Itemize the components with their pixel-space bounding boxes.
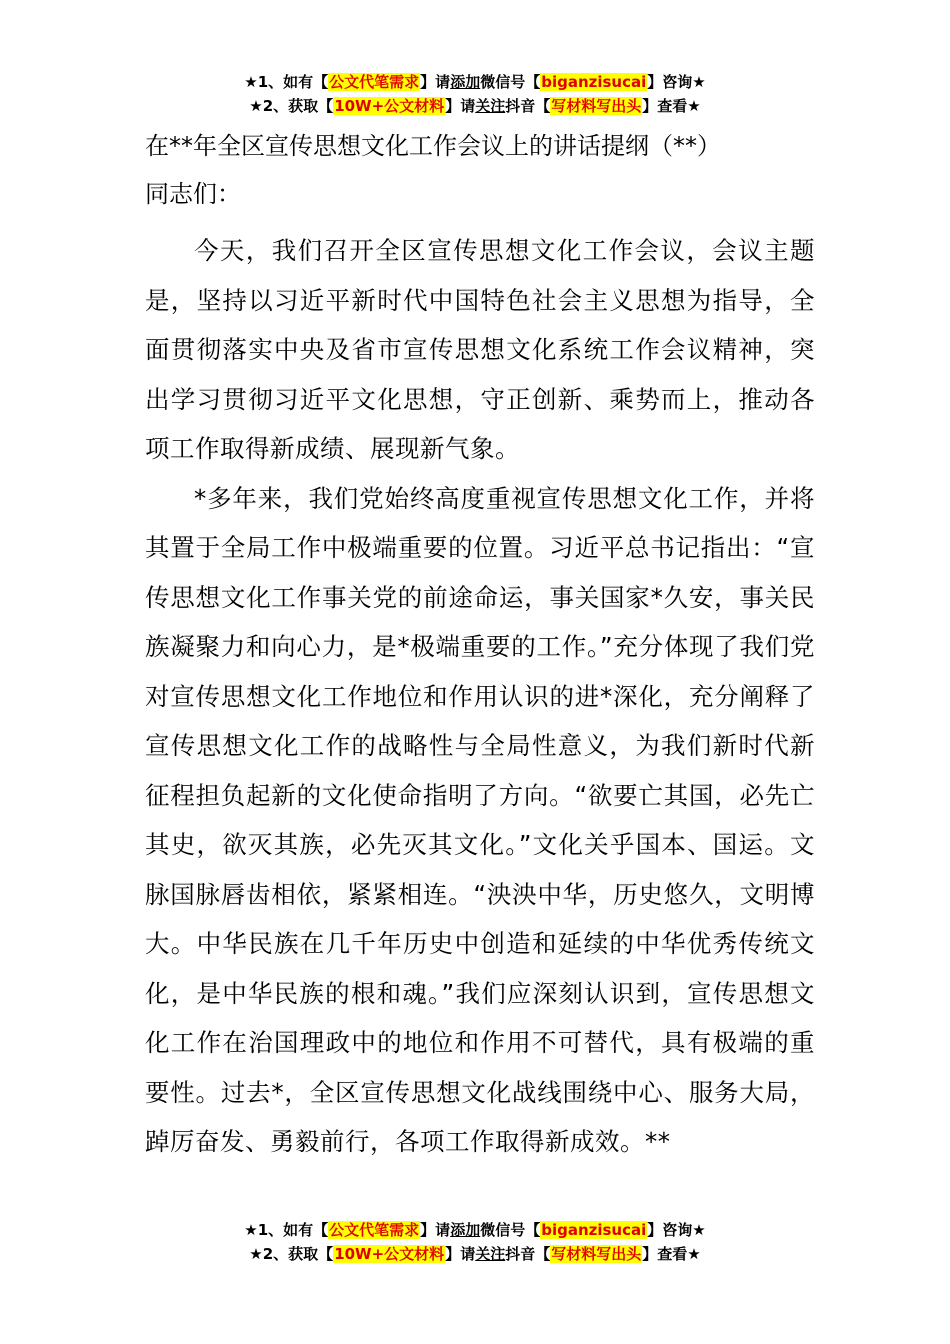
banner-line-1: [0, 70, 950, 94]
banner-line-2: [0, 94, 950, 118]
banner-text: 】请: [445, 1245, 476, 1263]
banner-highlight: 10W+公文材料: [334, 97, 445, 115]
banner-text: 抖音【: [505, 1245, 551, 1263]
footer-banner: [0, 1218, 950, 1266]
banner-line-1: [0, 1218, 950, 1242]
banner-text: 】查看★: [642, 97, 701, 115]
banner-highlight: 公文代笔需求: [329, 1221, 420, 1239]
banner-underlined-text: 添加: [450, 73, 481, 91]
header-banner: [0, 70, 950, 118]
banner-highlight: 写材料写出头: [551, 1245, 642, 1263]
banner-text: 】查看★: [642, 1245, 701, 1263]
paragraph: *多年来，我们党始终高度重视宣传思想文化工作，并将其置于全局工作中极端重要的位置。习近平总书记指出：“宣传思想文化工作事关党的前途命运，事关国家*久安，事关民族凝聚力和向心力，是*极端重要的工作。”充分体现了我们党对宣传思想文化工作地位和作用认识的进*深化，充分阐释了宣传思想文化工作的战略性与全局性意义，为我们新时代新征程担负起新的文化使命指明了方向。“欲要亡其国，必先亡其史，欲灭其族，必先灭其文化。”文化关乎国本、国运。文脉国脉唇齿相依，紧紧相连。“泱泱中华，历史悠久，文明博大。中华民族在几千年历史中创造和延续的中华优秀传统文化，是中华民族的根和魂。”我们应深刻认识到，宣传思想文化工作在治国理政中的地位和作用不可替代，具有极端的重要性。过去*，全区宣传思想文化战线围绕中心、服务大局，踔厉奋发、勇毅前行，各项工作取得新成效。**: [145, 483, 815, 1156]
banner-highlight: 10W+公文材料: [334, 1245, 445, 1263]
banner-highlight: biganzisucai: [541, 73, 647, 91]
banner-underlined-text: 添加: [450, 1221, 481, 1239]
banner-underlined-text: 关注: [475, 1245, 506, 1263]
paragraph: 今天，我们召开全区宣传思想文化工作会议，会议主题是，坚持以习近平新时代中国特色社会主义思想为指导，全面贯彻落实中央及省市宣传思想文化系统工作会议精神，突出学习贯彻习近平文化思想，守正创新、乘势而上，推动各项工作取得新成绩、展现新气象。: [145, 236, 815, 463]
banner-text: ★1、如有【: [244, 1221, 329, 1239]
banner-highlight: 写材料写出头: [551, 97, 642, 115]
banner-text: 】咨询★: [647, 1221, 706, 1239]
banner-text: ★1、如有【: [244, 73, 329, 91]
banner-text: 】请: [445, 97, 476, 115]
banner-highlight: biganzisucai: [541, 1221, 647, 1239]
document-body: [145, 124, 815, 1167]
banner-underlined-text: 关注: [475, 97, 506, 115]
document-title: 在**年全区宣传思想文化工作会议上的讲话提纲（**）: [145, 132, 721, 160]
banner-text: 】咨询★: [647, 73, 706, 91]
banner-text: 微信号【: [480, 73, 541, 91]
banner-text: 】请: [420, 1221, 451, 1239]
banner-text: ★2、获取【: [249, 97, 334, 115]
banner-highlight: 公文代笔需求: [329, 73, 420, 91]
banner-text: 】请: [420, 73, 451, 91]
banner-text: 微信号【: [480, 1221, 541, 1239]
banner-text: 抖音【: [505, 97, 551, 115]
banner-text: ★2、获取【: [249, 1245, 334, 1263]
banner-line-2: [0, 1242, 950, 1266]
salutation: 同志们：: [145, 180, 241, 208]
